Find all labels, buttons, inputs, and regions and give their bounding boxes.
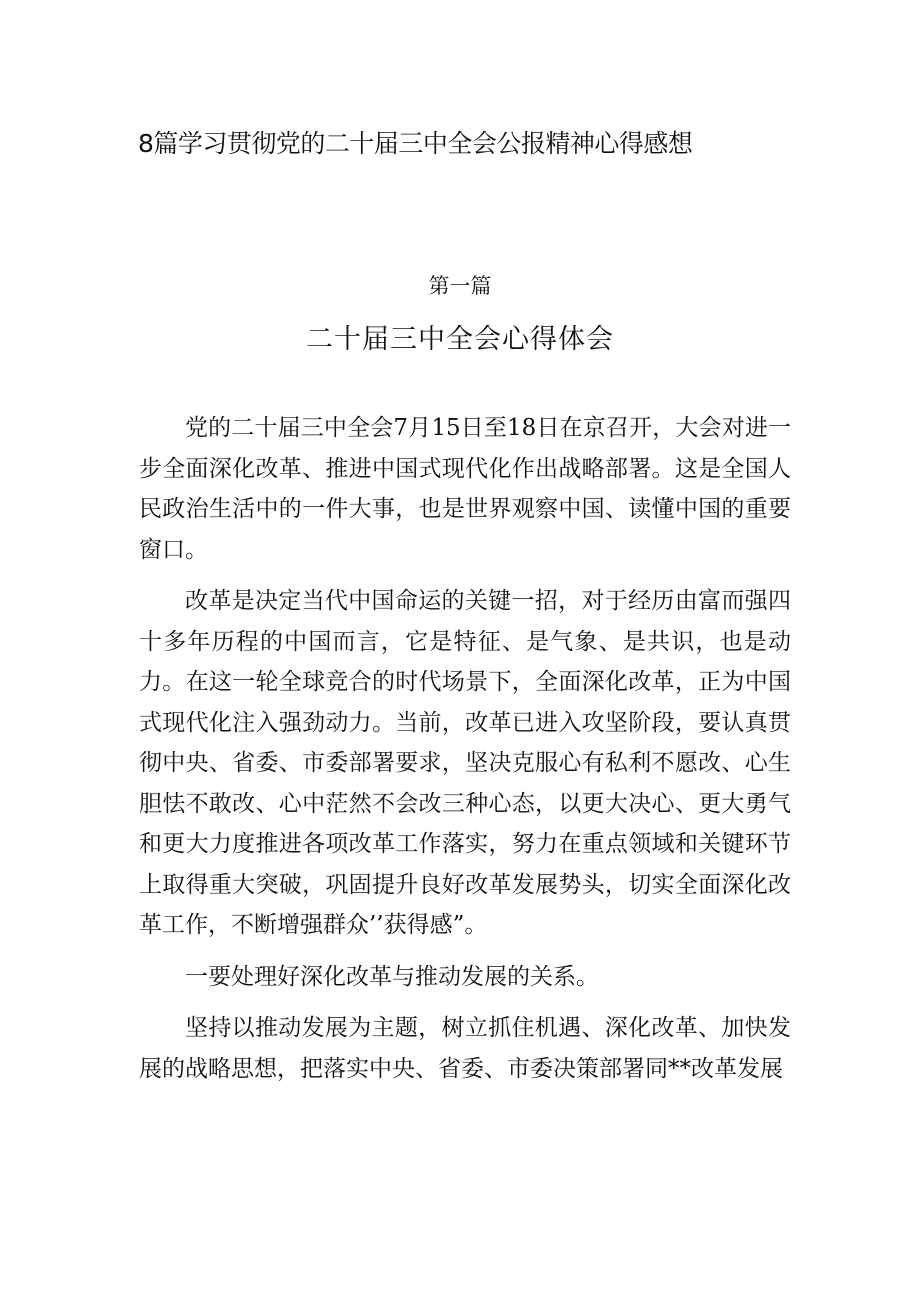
paragraph-3: 一要处理好深化改革与推动发展的关系。 bbox=[185, 963, 599, 990]
paragraph-4: 坚持以推动发展为主题，树立抓住机遇、深化改革、加快发展的战略思想，把落实中央、省委、市委决策部署同**改革发展 bbox=[139, 1015, 791, 1082]
section-title: 二十届三中全会心得体会 bbox=[306, 324, 614, 355]
section-label: 第一篇 bbox=[428, 274, 492, 298]
document-title: 8篇学习贯彻党的二十届三中全会公报精神心得感想 bbox=[138, 129, 693, 158]
paragraph-1: 党的二十届三中全会7月15日至18日在京召开，大会对进一步全面深化改革、推进中国式现代化作出战略部署。这是全国人民政治生活中的一件大事，也是世界观察中国、读懂中国的重要窗口。 bbox=[139, 415, 791, 563]
paragraph-2: 改革是决定当代中国命运的关键一招，对于经历由富而强四十多年历程的中国而言，它是特征、是气象、是共识，也是动力。在这一轮全球竞合的时代场景下，全面深化改革，正为中国式现代化注入强劲动力。当前，改革已进入攻坚阶段，要认真贯彻中央、省委、市委部署要求，坚决克服心有私利不愿改、心生胆怯不敢改、心中茫然不会改三种心态，以更大决心、更大勇气和更大力度推进各项改革工作落实，努力在重点领域和关键环节上取得重大突破，巩固提升良好改革发展势头，切实全面深化改革工作，不断增强群众’’获得感”。 bbox=[139, 588, 791, 938]
body-text bbox=[139, 408, 791, 1100]
